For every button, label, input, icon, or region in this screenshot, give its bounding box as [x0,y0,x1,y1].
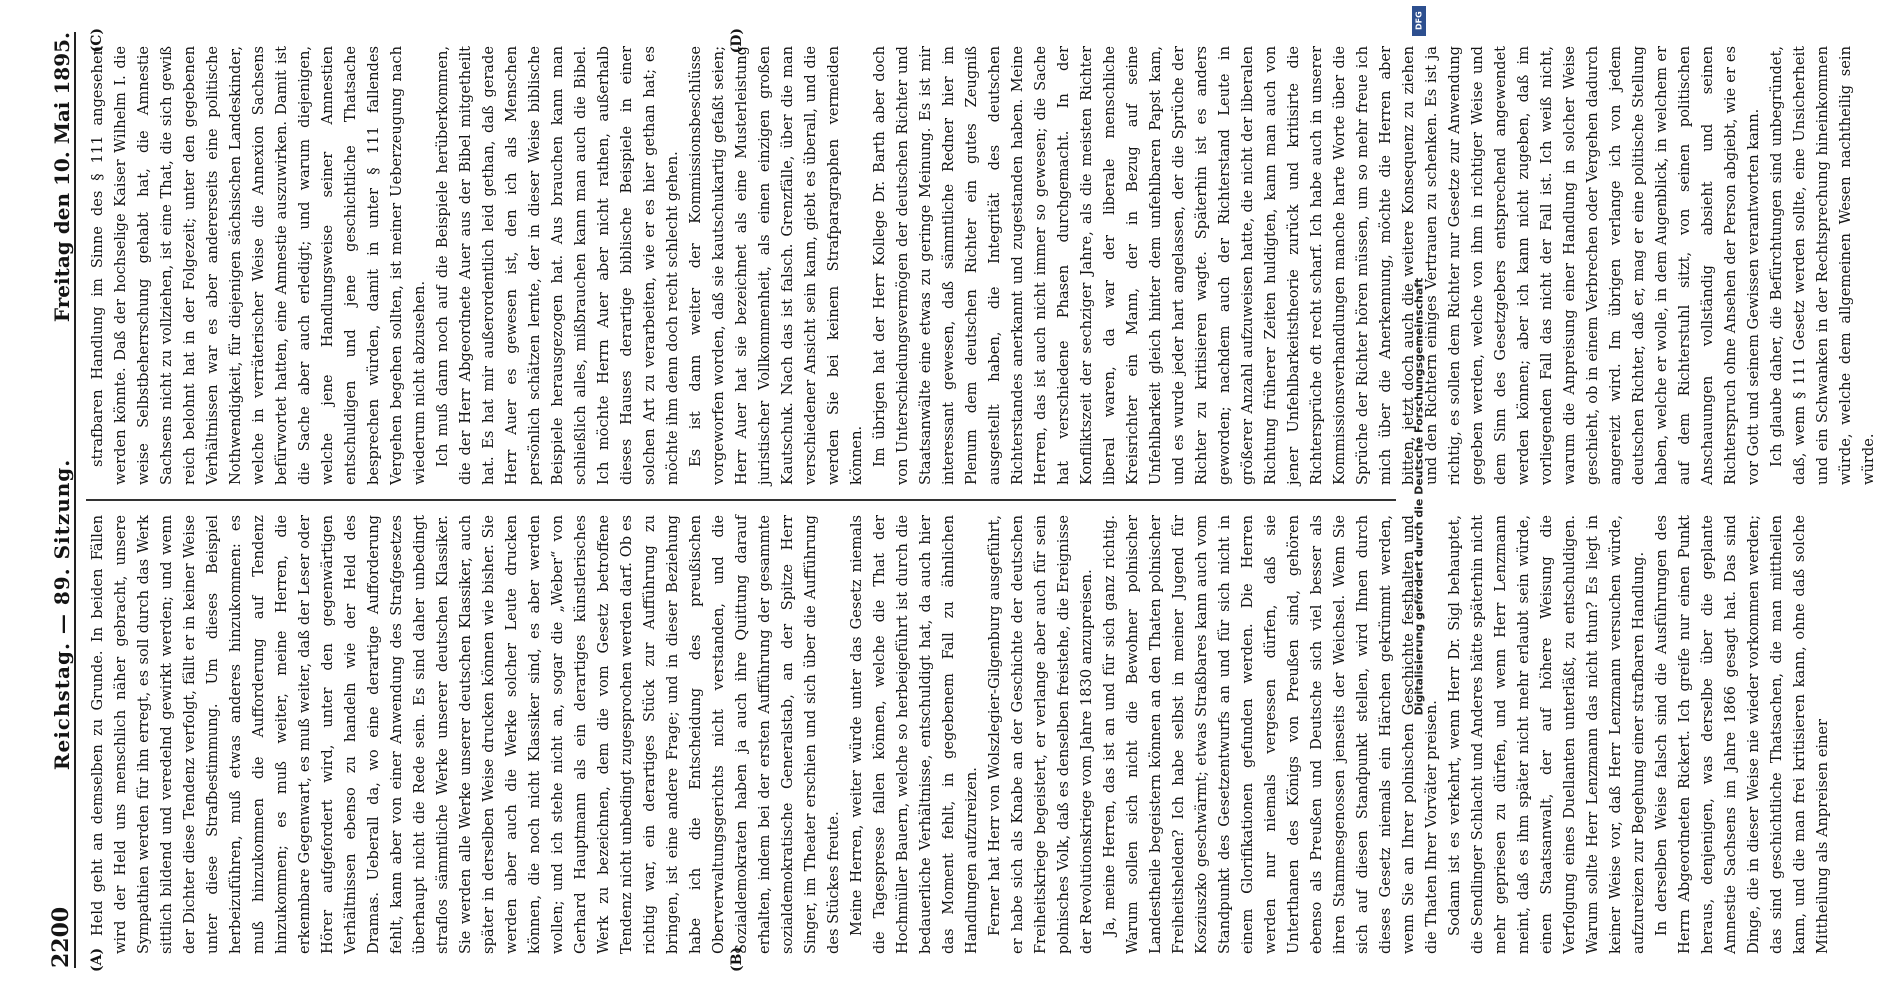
margin-marker-a: (A) [89,947,105,972]
left-column-paragraph: Ferner hat Herr von Wolszlegier-Gilgenburg ausgeführt, er habe sich als Knabe an der Geschichte der deutschen Freiheitskriege begeistert, er verlange aber auch für sein polnisches Volk, daß es denselben freistehe, die Ereignisse der Revolutionskriege vom Jahre 1830 anzupreisen. [986,515,1095,954]
right-column-paragraph: Ich muß dann noch auf die Beispiele herüberkommen, die der Herr Abgeordnete Auer aus der Bibel mitgetheilt hat. Es hat mir außerordentlich leid gethan, daß gerade Herr Auer es gewesen ist, den ich als Menschen persönlich schätzen lernte, der in dieser Weise biblische Beispiele herausgezogen hat. Aus brauchen kann man schließlich alles, mißbrauchen kann man auch die Bibel. Ich möchte Herrn Auer aber nicht rathen, außerhalb dieses Hauses derartige biblische Beispiele in einer solchen Art zu verarbeiten, wie er es hier gethan hat; es möchte ihm denn doch recht schlecht gehen. [434,46,681,485]
left-column-paragraph: In derselben Weise falsch sind die Ausführungen des Herrn Abgeordneten Rickert. Ich greife nur einen Punkt heraus, denjenigen, was derselbe über die geplante Amnestie Sachsens im Jahre 1866 gesagt hat. Das sind Dinge, die in dieser Weise nie wieder vorkommen werden; das sind geschichtliche Thatsachen, die man mittheilen kann, und die man frei kritisieren kann, ohne daß solche Mittheilung als Anpreisen einer [1653,515,1831,954]
right-column-paragraph: Es ist dann weiter der Kommissionsbeschlüsse vorgeworfen worden, daß sie kautschukartig gefaßt seien; Herr Auer hat sie bezeichnet als eine Musterleistung juristischer Vollkommenheit, als einen einzigen großen Kautschuk. Nach das ist falsch. Grenzfälle, über die man verschiedener Ansicht sein kann, giebt es überall, und die werden Sie bei keinem Strafparagraphen vermeiden können. [687,46,865,485]
credit-text: Digitalisierung gefördert durch die Deutsche Forschungsgemeinschaft [1412,277,1426,716]
left-column-paragraph: Meine Herren, weiter würde unter das Gesetz niemals die Tagespresse fallen können, welche die That der Hochmüller Bauern, welche so herbeigeführt ist durch die bedauerliche Verhältnisse, entschuldigt hat, da auch hier das Moment fehlt, in gegebenem Fall zu ähnlichen Handlungen aufzureizen. [848,515,980,954]
margin-marker-c: (C) [89,28,105,53]
right-column-paragraph: Ich glaube daher, die Befürchtungen sind unbegründet, daß, wenn § 111 Gesetz werden sollte, eine Unsicherheit und ein Schwanken in der Rechtsprechung hineinkommen würde, welche dem allgemeinen Wesen nachtheilig sein würde. [1768,46,1877,485]
margin-marker-d: (D) [729,28,745,54]
left-column-paragraph: Ja, meine Herren, das ist an und für sich ganz richtig. Warum sollen sich nicht die Bewohner polnischer Landestheile begeistern können an den Thaten polnischer Freiheitshelden? Ich habe selbst in meiner Jugend für Kosziuszko geschwärmt; etwas Straßbares kann auch vom Standpunkt des Gesetzentwurfs an und für sich nicht in einem Glorifikationen gefunden werden. Die Herren werden nur niemals vergessen dürfen, daß sie Unterthanen des Königs von Preußen sind, gehören ebenso als Preußen und Deutsche sich viel besser als ihren Stammesgenossen jenseits der Weichsel. Wenn Sie sich auf diesen Standpunkt stellen, wird Ihnen durch dieses Gesetz niemals ein Härchen gekrümmt werden, wenn Sie an Ihrer polnischen Geschichte festhalten und die Thaten Ihrer Vorväter preisen. [1101,515,1440,954]
page-number: 2200 [48,906,74,968]
session-date: Freitag den 10. Mai 1895. [50,32,74,323]
left-column [86,499,1831,972]
session-title: Reichstag. — 89. Sitzung. [50,458,74,771]
margin-marker-b: (B) [729,946,745,972]
page-header [34,32,76,968]
right-column-paragraph: Im übrigen hat der Herr Kollege Dr. Barth aber doch von Unterschiedungsvermögen der deutschen Richter und Staatsanwälte eine etwas zu geringe Meinung. Es ist mir interessant gewesen, daß sämmtliche Redner hier im Plenum dem deutschen Richter ein gutes Zeugniß ausgestellt haben, die Integrität des deutschen Richterstandes anerkannt und zugestanden haben. Meine Herren, das ist auch nicht immer so gewesen; die Sache hat verschiedene Phasen durchgemacht. In der Konfliktszeit der sechziger Jahre, als die meisten Richter liberal waren, da war der liberale menschliche Kreisrichter ein Mann, der in Bezug auf seine Unfehlbarkeit gleich hinter dem unfehlbaren Papst kam, und es wurde jeder hart angelassen, der die Sprüche der Richter zu kritisieren wagte. Späterhin ist es anders geworden; nachdem auch der Richterstand Leute in größerer Anzahl aufzuweisen hatte, die nicht der liberalen Richtung früherer Zeiten huldigten, kann man auch von jener Unfehlbarkeitstheorie zurück und kritisirte die Richtersprüche oft recht scharf. Ich habe auch in unserer Kommissionsverhandlungen manche harte Worte über die Sprüche der Richter hören müssen, um so mehr freue ich mich über die Anerkennung, möchte die Herren aber bitten, jetzt doch auch die weitere Konsequenz zu ziehen und den Richtern einiges Vertrauen zu schenken. Es ist ja richtig, es sollen dem Richter nur Gesetze zur Anwendung gegeben werden, welche von ihm in richtiger Weise und dem Sinn des Gesetzgebers entsprechend angewendet werden können; aber ich kann nicht zugeben, daß im vorliegenden Fall das nicht der Fall ist. Ich weiß nicht, warum die Anpreisung einer Handlung in solcher Weise geschieht, ob in einem Verbrechen oder Vergehen dadurch angereizt wird. Im übrigen verlange ich von jedem deutschen Richter, daß er, mag er eine politische Stellung haben, welche er wolle, in dem Augenblick, in welchem er auf dem Richterstuhl sitzt, von seinen politischen Anschauungen vollständig absieht und seinen Richterspruch ohne Ansehen der Person abgiebt, wie er es vor Gott und seinem Gewissen verantworten kann. [871,46,1762,485]
right-column-paragraph: strafbaren Handlung im Sinne des § 111 angesehen werden könnte. Daß der hochselige Kaiser Wilhelm I. die weise Selbstbeherrschung gehabt hat, die Amnestie Sachsens nicht zu vollziehen, ist eine That, die sich gewiß reich belohnt hat in der Folgezeit; unter den gegebenen Verhältnissen war es aber andererseits eine politische Nothwendigkeit, für diejenigen sächsischen Landeskinder, welche in verräterischer Weise die Annexion Sachsens befürwortet hatten, eine Amnestie auszuwirken. Damit ist die Sache aber auch erledigt; und warum diejenigen, welche jene Handlungsweise seiner Amnestien entschuldigen und jene geschichtliche Thatsache besprechen würden, damit in unter § 111 fallendes Vergehen begehen sollten, ist meiner Ueberzeugung nach wiederum nicht abzusehen. [89,46,428,485]
left-column-paragraph: Sodann ist es verkehrt, wenn Herr Dr. Sigl behauptet, die Sendlinger Schlacht und Anderes hätte späterhin nicht mehr gepriesen zu dürfen, und wenn Herr Lenzmann meint, daß es ihm später nicht mehr erlaubt sein würde, einen Staatsanwalt, der auf höhere Weisung die Verfolgung eines Duellanten unterläßt, zu entschuldigen. Warum sollte Herr Lenzmann das nicht thun? Es liegt in keiner Weise vor, daß Herr Lenzmann versuchen würde, aufzureizen zur Begehung einer strafbaren Handlung. [1446,515,1647,954]
left-column-paragraph: Held geht an demselben zu Grunde. In beiden Fällen wird der Held uns menschlich näher gebracht, unsere Sympathien werden für ihn erregt, es soll durch das Werk sittlich bildend und veredelnd gewirkt werden; und wenn der Dichter diese Tendenz verfolgt, fällt er in keiner Weise unter diese Strafbestimmung. Um dieses Beispiel herbeizuführen, muß etwas anderes hinzukommen: es muß hinzukommen die Aufforderung auf Tendenz hinzukommen; es muß weiter, meine Herren, die erkennbare Gegenwart, es muß weiter, daß der Leser oder Hörer aufgefordert wird, unter den gegenwärtigen Verhältnissen ebenso zu handeln wie der Held des Dramas. Ueberall da, wo eine derartige Aufforderung fehlt, kann aber von einer Anwendung des Strafgesetzes überhaupt nicht die Rede sein. Es sind daher unbedingt straflos sämmtliche Werke unserer deutschen Klassiker. Sie werden alle Werke unserer deutschen Klassiker, auch später in derselben Weise drucken können wie bisher. Sie werden aber auch die Werke solcher Leute drucken können, die noch nicht Klassiker sind, es aber werden wollen; und ich stehe nicht an, sogar die „Weber“ von Gerhard Hauptmann als ein derartiges künstlerisches Werk zu bezeichnen, dem die vom Gesetz betroffene Tendenz nicht unbedingt zugesprochen werden darf. Ob es richtig war, ein derartiges Stück zur Aufführung zu bringen, ist eine andere Frage; und in dieser Beziehung habe ich die Entscheidung des preußischen Oberverwaltungsgerichts nicht verstanden, und die Sozialdemokraten haben ja auch ihre Quittung darauf erhalten, indem bei der ersten Aufführung der gesammte sozialdemokratische Generalstab, an der Spitze Herr Singer, im Theater erschien und sich über die Aufführung des Stückes freute. [89,515,842,954]
dfg-logo: DFG [1412,6,1426,36]
digitization-credit [1406,0,1432,1000]
